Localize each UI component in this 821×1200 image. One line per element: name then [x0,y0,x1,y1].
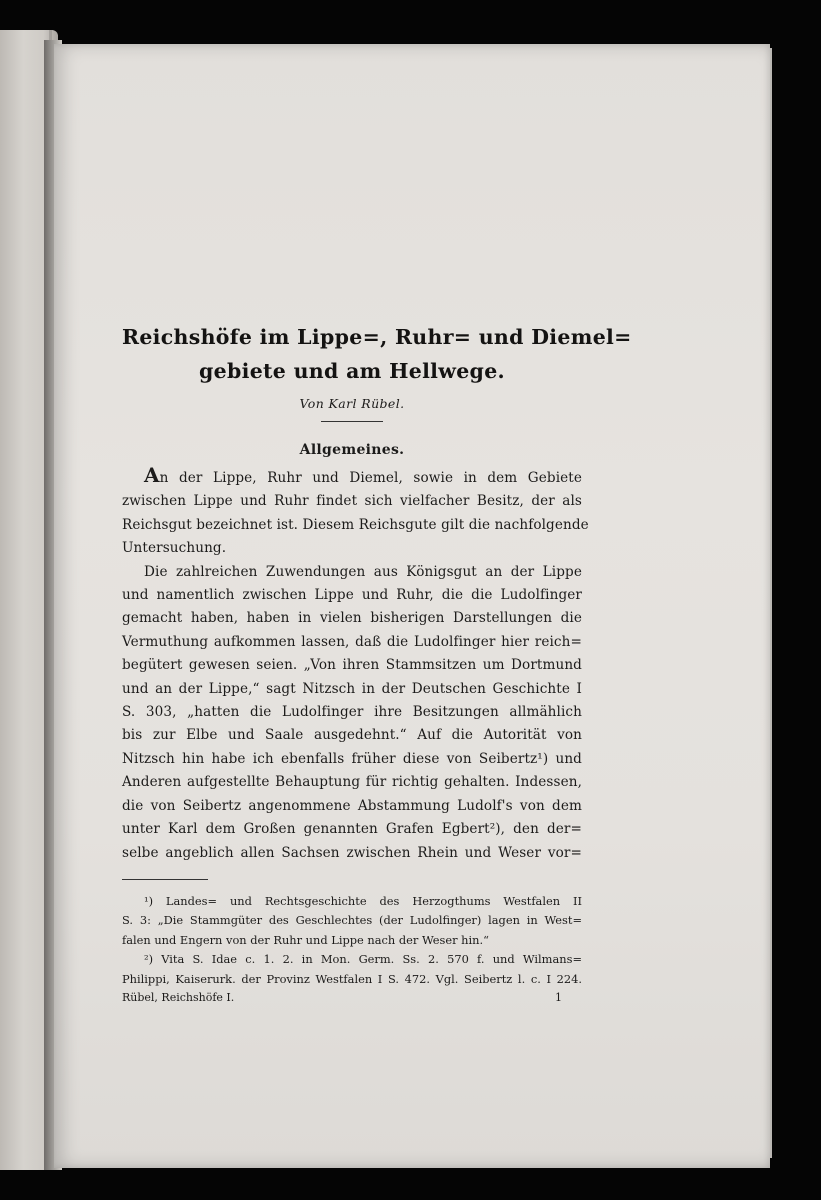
drop-cap: A [144,463,160,487]
text-line: Die zahlreichen Zuwendungen aus Königsgut an der Lippe [144,563,582,580]
page-content [122,320,632,1007]
text-line: und namentlich zwischen Lippe und Ruhr, die die Ludolfinger [122,587,582,604]
footnote-line: ¹) Landes= und Rechtsgeschichte des Herzogthums Westfalen II [144,893,582,908]
title-line-1: Reichshöfe im Lippe=, Ruhr= und Diemel= [122,325,632,349]
text-line: bis zur Elbe und Saale ausgedehnt.“ Auf die Autorität von [122,727,582,744]
text-line: und an der Lippe,“ sagt Nitzsch in der Deutschen Geschichte I [122,680,582,697]
text-line: S. 303, „hatten die Ludolfinger ihre Besitzungen allmählich [122,704,582,721]
text-line: Untersuchung. [122,540,227,557]
text-line: selbe angeblich allen Sachsen zwischen Rhein und Weser vor= [122,844,582,861]
signature-mark: Rübel, Reichshöfe I. [122,991,235,1005]
text-line: Reichsgut bezeichnet ist. Diesem Reichsgute gilt die nachfolgende [122,516,589,533]
page-footer [122,989,582,1007]
footnotes [122,892,582,990]
footnote-line: ²) Vita S. Idae c. 1. 2. in Mon. Germ. Ss. 2. 570 f. und Wilmans= [144,952,582,967]
text-line: begütert gewesen seien. „Von ihren Stammsitzen um Dortmund [122,657,582,674]
footnote-line: S. 3: „Die Stammgüter des Geschlechtes (der Ludolfinger) lagen in West= [122,913,582,928]
text-line: Nitzsch hin habe ich ebenfalls früher diese von Seibertz¹) und [122,750,582,767]
section-heading: Allgemeines. [299,442,405,458]
page-number: 1 [555,991,562,1005]
body-text [122,463,589,865]
title-line-2: gebiete und am Hellwege. [199,359,505,383]
text-line: Vermuthung aufkommen lassen, daß die Ludolfinger hier reich= [122,633,582,650]
text-line: Anderen aufgestellte Behauptung für richtig gehalten. Indessen, [122,774,582,791]
text-line: zwischen Lippe und Ruhr findet sich vielfacher Besitz, der als [122,493,582,510]
text-line: die von Seibertz angenommene Abstammung Ludolf's von dem [122,797,582,814]
book-page [54,44,770,1168]
article-title [122,320,632,388]
footnote-divider [122,879,208,880]
title-divider [321,421,383,422]
text-line: unter Karl dem Großen genannten Grafen Egbert²), den der= [122,821,582,838]
footnote-line: falen und Engern von der Ruhr und Lippe nach der Weser hin.“ [122,932,489,947]
text-line: gemacht haben, haben in vielen bisherigen Darstellungen die [122,610,582,627]
footnote-line: Philippi, Kaiserurk. der Provinz Westfalen I S. 472. Vgl. Seibertz l. c. I 224. [122,971,582,986]
author-byline: Von Karl Rübel. [299,396,405,411]
text-line: An der Lippe, Ruhr und Diemel, sowie in dem Gebiete [144,463,582,487]
